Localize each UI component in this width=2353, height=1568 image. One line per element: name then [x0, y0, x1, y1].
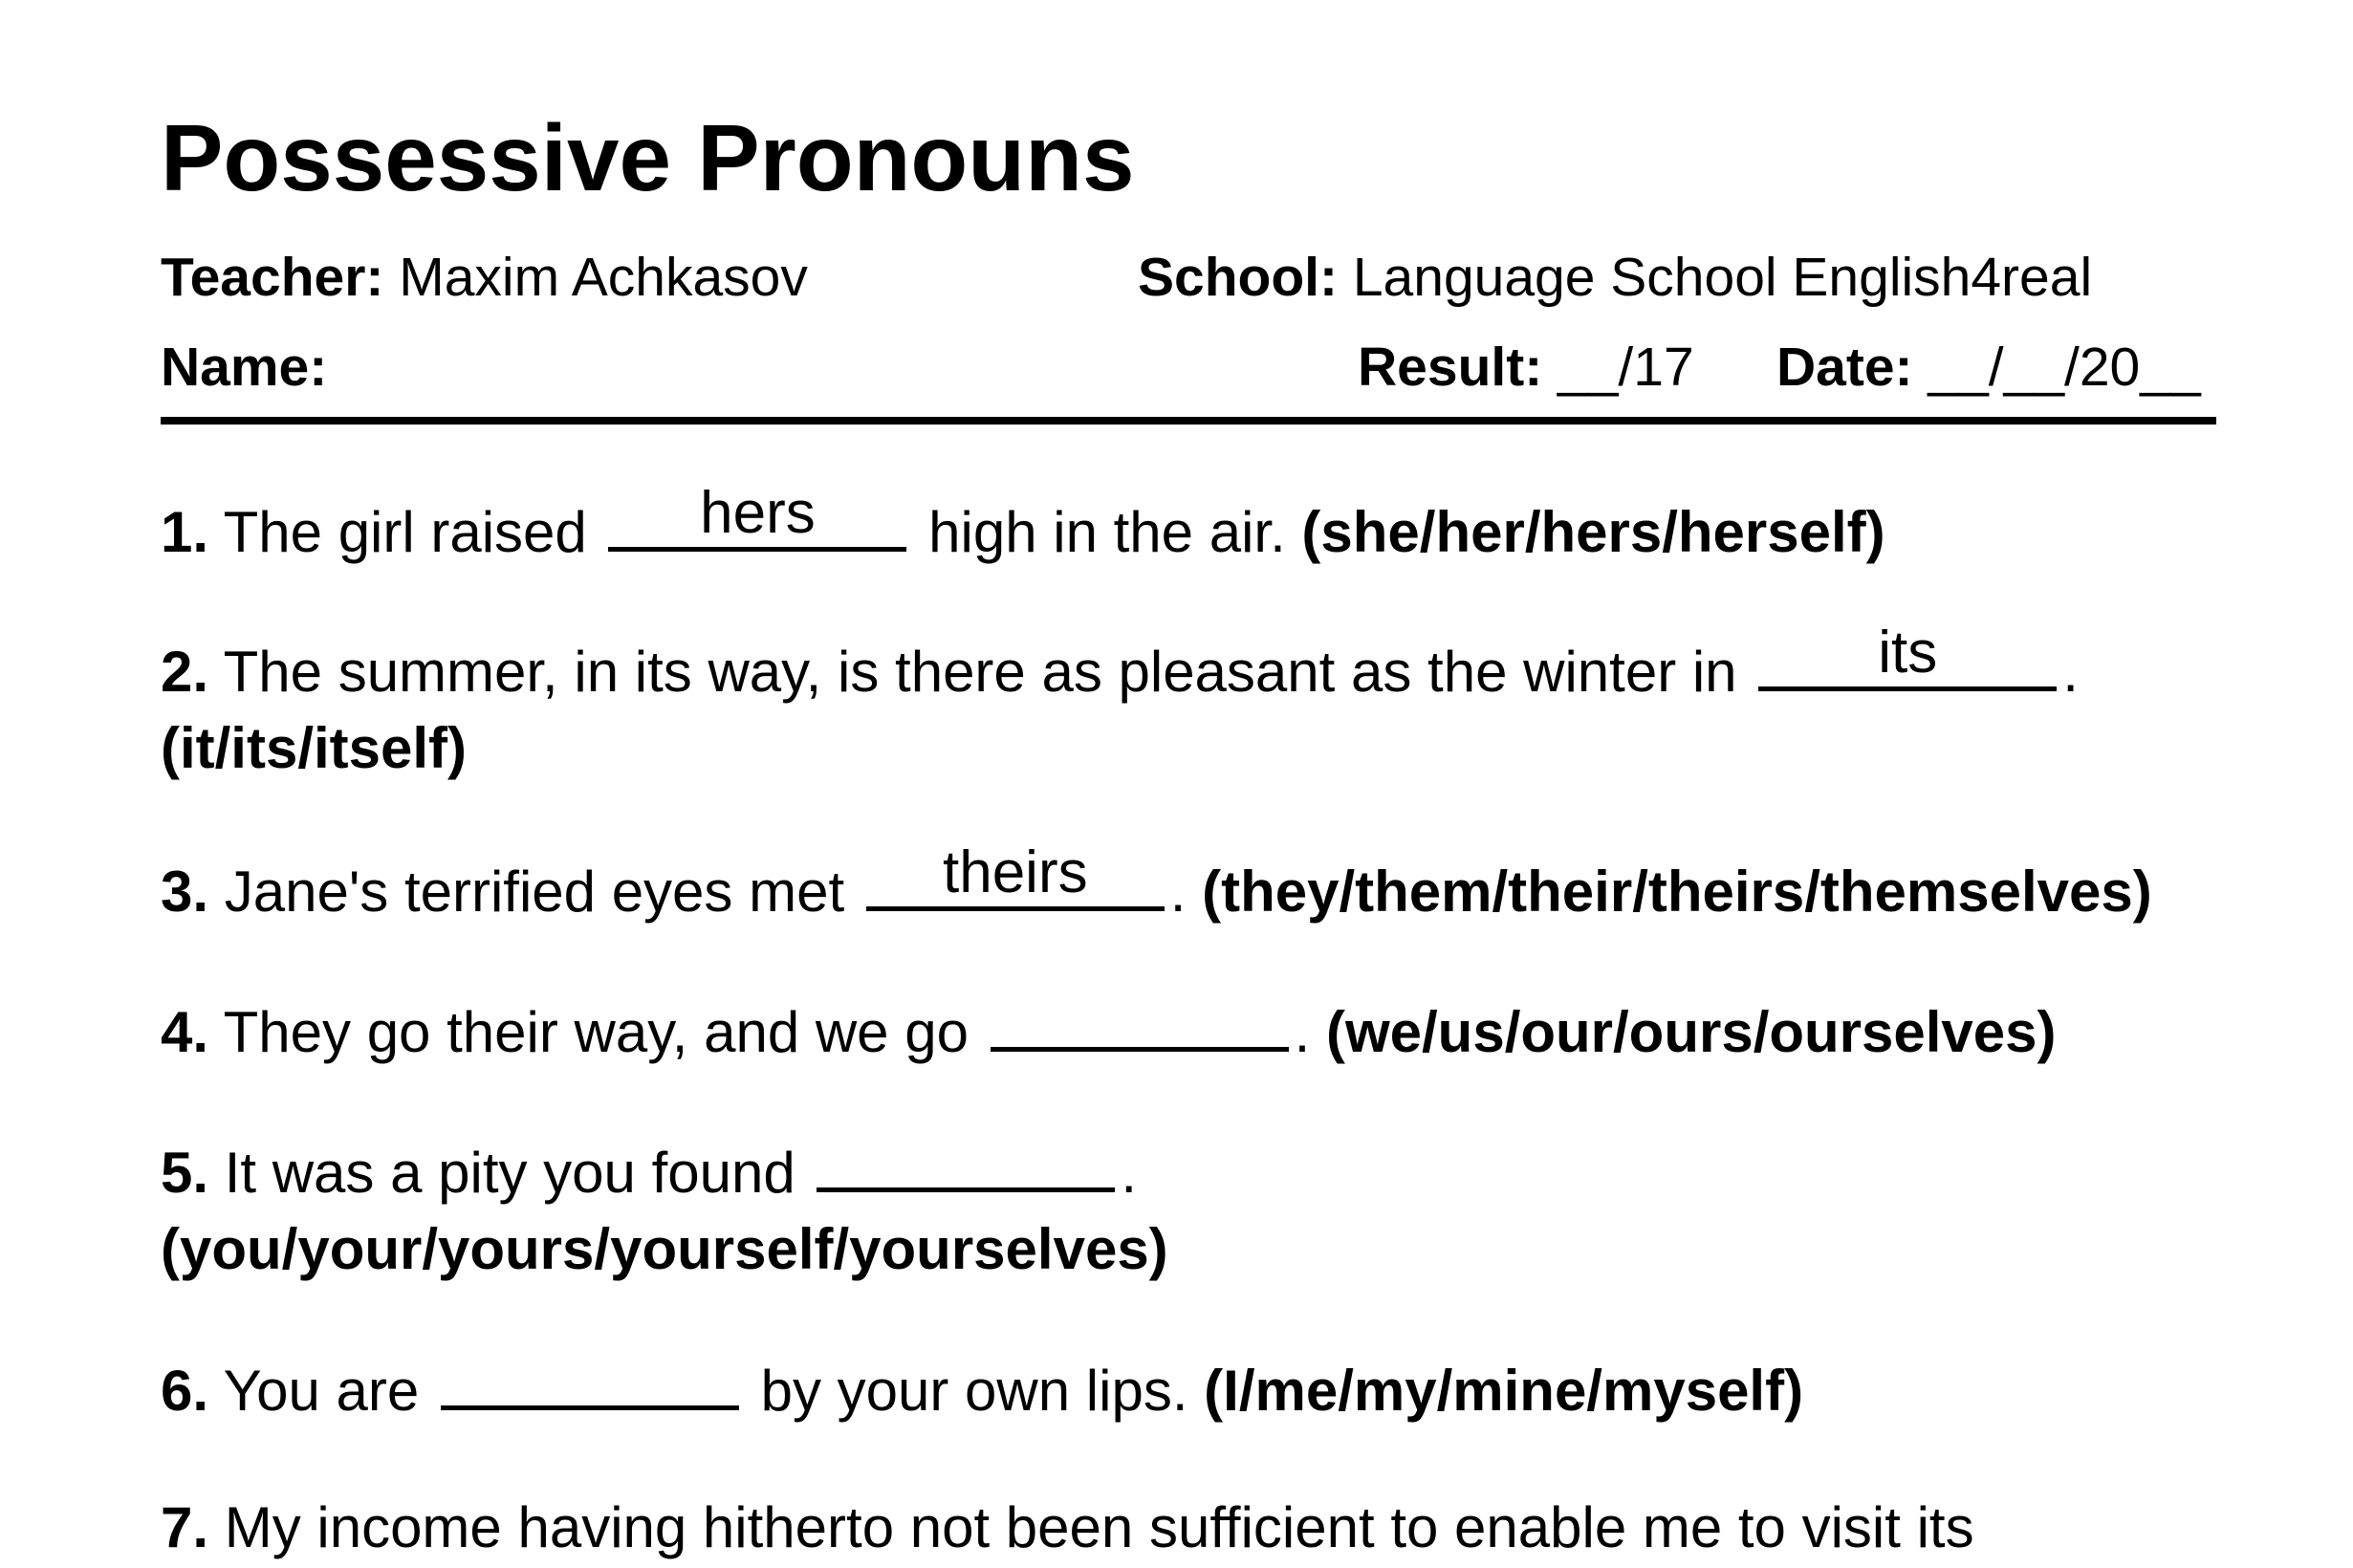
name-line — [161, 335, 327, 400]
date-line — [1776, 335, 2201, 400]
question-hint: (she/her/hers/herself) — [1301, 500, 1885, 564]
question-text: You are — [208, 1359, 435, 1423]
question-text: My income having hitherto not been sufficient to enable me to visit its — [208, 1495, 1974, 1559]
question-number: 7. — [161, 1495, 209, 1559]
result-value: __/17 — [1558, 337, 1694, 398]
question-text-after: by your own lips. — [744, 1359, 1205, 1423]
question-hint: (it/its/itself) — [161, 716, 468, 780]
school-label: School: — [1138, 247, 1338, 308]
question-text-after: high in the air. — [912, 500, 1302, 564]
teacher-line — [161, 245, 808, 310]
date-label: Date: — [1776, 337, 1913, 398]
answer-blank[interactable] — [1758, 620, 2057, 691]
question-hint: (we/us/our/ours/ourselves) — [1325, 1000, 2057, 1064]
answer-blank[interactable] — [866, 839, 1165, 911]
answer-blank[interactable] — [608, 480, 906, 552]
question-hint: (I/me/my/mine/myself) — [1204, 1359, 1804, 1423]
question-6 — [161, 1348, 2264, 1431]
question-text: The summer, in its way, is there as pleasant as the winter in — [208, 640, 1754, 704]
question-text: Jane's terrified eyes met — [208, 860, 861, 924]
question-hint: (you/your/yours/yourself/yourselves) — [161, 1217, 1168, 1281]
header-divider — [161, 417, 2216, 425]
question-2 — [161, 620, 2264, 789]
question-3 — [161, 839, 2264, 932]
result-label: Result: — [1358, 337, 1543, 398]
question-text-after: . — [1169, 860, 1203, 924]
question-4 — [161, 990, 2264, 1073]
result-line — [1358, 335, 1694, 400]
question-number: 3. — [161, 860, 209, 924]
question-7 — [161, 1488, 2264, 1568]
question-text-after: . — [1294, 1000, 1326, 1064]
date-value: __/__/20__ — [1928, 337, 2201, 398]
question-5 — [161, 1130, 2264, 1290]
teacher-value: Maxim Achkasov — [399, 247, 808, 308]
page-title: Possessive Pronouns — [161, 105, 1135, 210]
question-number: 6. — [161, 1359, 209, 1423]
question-number: 5. — [161, 1141, 209, 1205]
answer-text: hers — [700, 480, 816, 546]
question-text-after: . — [1121, 1141, 1138, 1205]
teacher-label: Teacher: — [161, 247, 384, 308]
question-hint: (they/them/their/theirs/themselves) — [1202, 860, 2152, 924]
name-label: Name: — [161, 337, 328, 398]
question-text-after: . — [2062, 640, 2079, 704]
question-text: The girl raised — [208, 500, 603, 564]
question-number: 2. — [161, 640, 209, 704]
question-1 — [161, 480, 2264, 573]
question-text: They go their way, and we go — [208, 1000, 985, 1064]
answer-blank[interactable] — [817, 1130, 1115, 1192]
question-number: 4. — [161, 1000, 209, 1064]
question-text: It was a pity you found — [208, 1141, 812, 1205]
question-number: 1. — [161, 500, 209, 564]
school-line — [1138, 245, 2092, 310]
answer-blank[interactable] — [441, 1348, 739, 1410]
answer-text: theirs — [942, 839, 1088, 905]
answer-text: its — [1878, 620, 1938, 686]
answer-blank[interactable] — [991, 990, 1289, 1052]
school-value: Language School English4real — [1352, 247, 2093, 308]
